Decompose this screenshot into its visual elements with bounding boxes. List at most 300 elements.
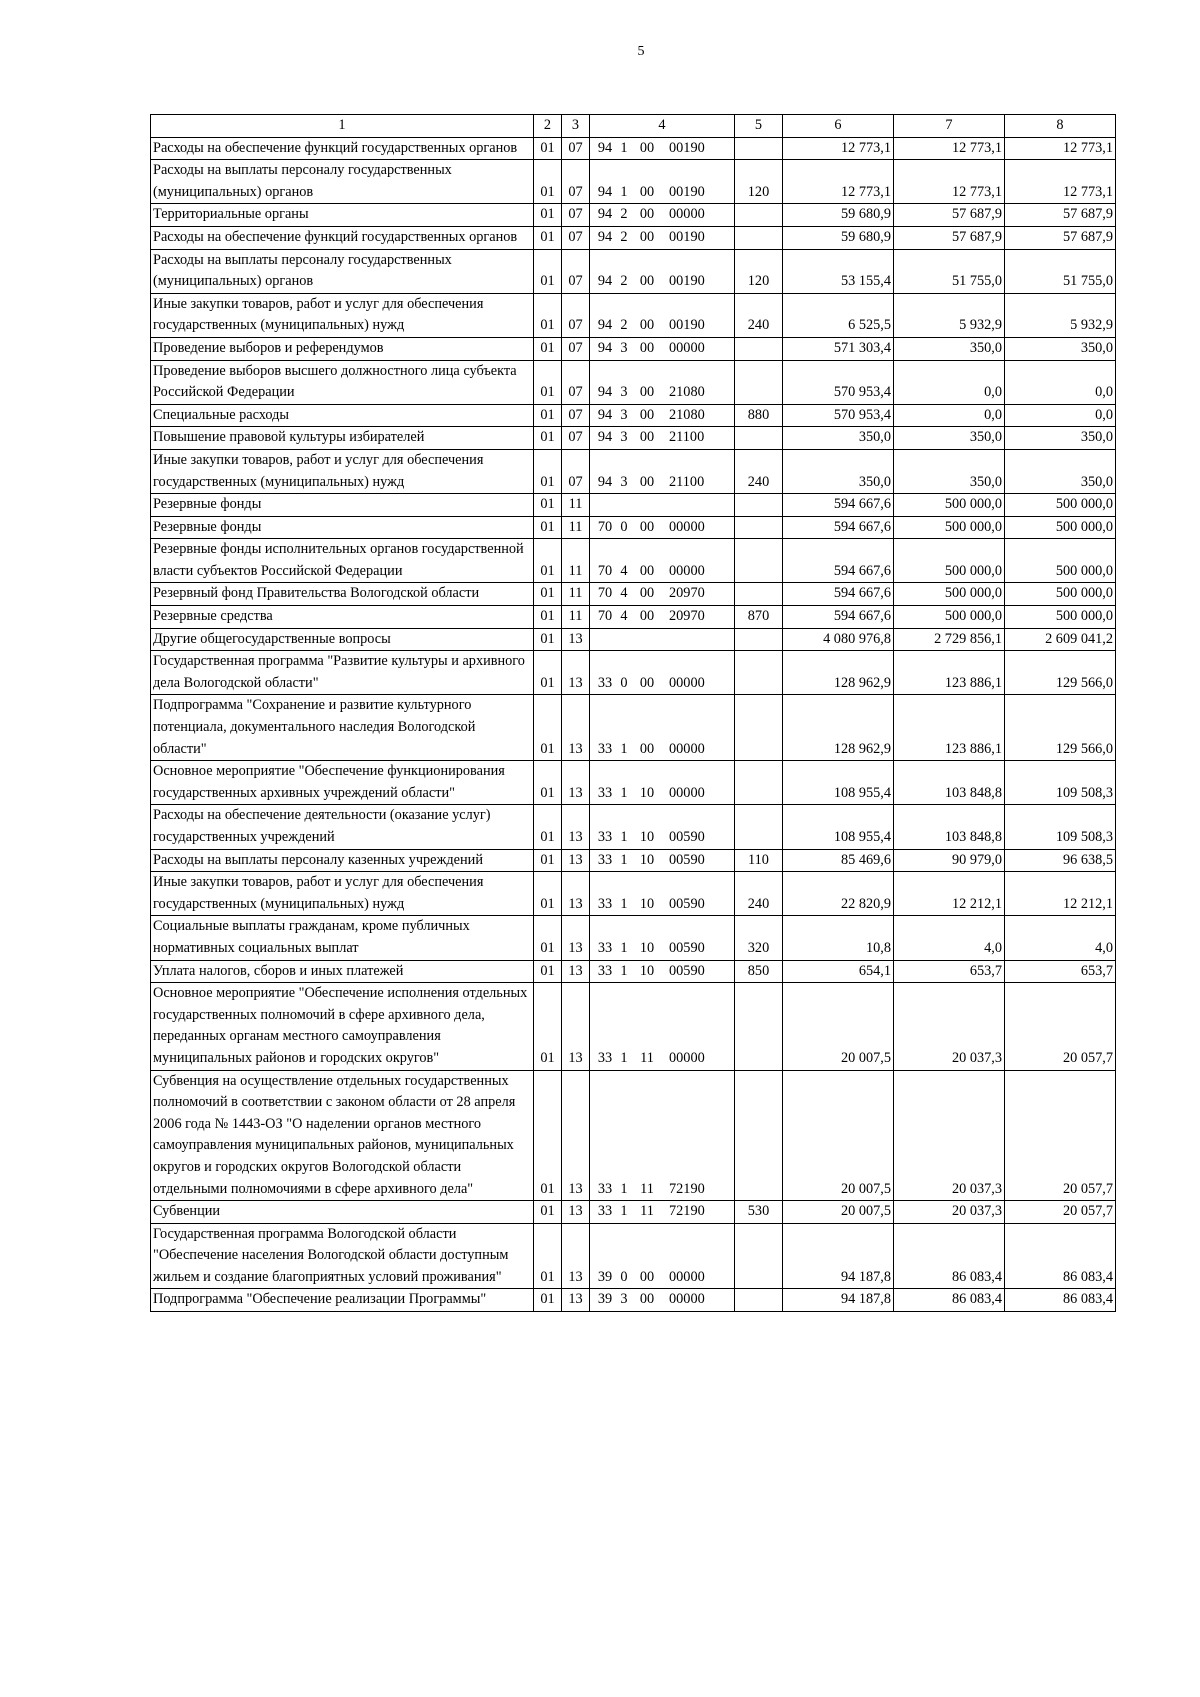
- target-article-cell: [590, 160, 735, 204]
- table-row: [151, 427, 1116, 450]
- target-article-part: 2: [620, 273, 628, 290]
- subsection-code-cell: 07: [562, 404, 590, 427]
- target-article-part: 70: [597, 562, 613, 579]
- section-code-cell: 01: [534, 1289, 562, 1312]
- target-article-part: 94: [597, 406, 613, 423]
- amount-cell-8: 20 057,7: [1005, 1070, 1116, 1201]
- target-article-part: 1: [620, 784, 628, 801]
- target-article-cell: [590, 449, 735, 493]
- section-code-cell: 01: [534, 1223, 562, 1289]
- subsection-code-cell: 07: [562, 226, 590, 249]
- target-article-part: 1: [620, 829, 628, 845]
- expense-type-cell: 870: [735, 606, 783, 629]
- target-article-part: 72190: [669, 1180, 705, 1197]
- target-article-part: 1: [620, 851, 628, 868]
- subsection-code-cell: 13: [562, 761, 590, 805]
- table-row: [151, 583, 1116, 606]
- target-article-part: 3: [620, 339, 628, 356]
- amount-cell-7: 500 000,0: [894, 539, 1005, 583]
- table-row: [151, 160, 1116, 204]
- row-name-cell: Расходы на выплаты персоналу государственных (муниципальных) органов: [151, 160, 534, 204]
- target-article-part: 00190: [669, 139, 705, 156]
- amount-cell-6: 85 469,6: [783, 849, 894, 872]
- target-article-cell: [590, 960, 735, 983]
- expense-type-cell: [735, 1223, 783, 1289]
- row-name-cell: Государственная программа Вологодской области "Обеспечение населения Вологодской области доступным жильем и создание благоприятных условий проживания": [151, 1223, 534, 1289]
- amount-cell-6: 570 953,4: [783, 404, 894, 427]
- subsection-code-cell: 13: [562, 849, 590, 872]
- amount-cell-7: 90 979,0: [894, 849, 1005, 872]
- target-article-part: 94: [597, 228, 613, 245]
- amount-cell-8: 12 212,1: [1005, 872, 1116, 916]
- target-article-part: 00590: [669, 895, 705, 912]
- target-article-cell: [590, 761, 735, 805]
- expense-type-cell: 320: [735, 916, 783, 960]
- amount-cell-6: 20 007,5: [783, 983, 894, 1070]
- target-article-part: 94: [597, 206, 613, 223]
- target-article-part: 33: [597, 740, 613, 757]
- subsection-code-cell: 07: [562, 249, 590, 293]
- subsection-code-cell: 13: [562, 805, 590, 849]
- section-code-cell: 01: [534, 960, 562, 983]
- target-article-part: 00: [639, 206, 655, 223]
- subsection-code-cell: 13: [562, 628, 590, 651]
- target-article-part: 00190: [669, 317, 705, 334]
- amount-cell-6: 594 667,6: [783, 494, 894, 517]
- target-article-part: 10: [639, 851, 655, 868]
- target-article-part: 1: [620, 1049, 628, 1066]
- target-article-cell: [590, 583, 735, 606]
- target-article-cell: [590, 1070, 735, 1201]
- amount-cell-7: 500 000,0: [894, 494, 1005, 517]
- target-article-part: 1: [620, 962, 628, 979]
- subsection-code-cell: 07: [562, 360, 590, 404]
- amount-cell-6: 594 667,6: [783, 516, 894, 539]
- row-name-cell: Субвенция на осуществление отдельных государственных полномочий в соответствии с законом области от 28 апреля 2006 года № 1443-ОЗ "О наделении органов местного самоуправления муниципальных районов, муниципальных округов и городских округов Вологодской области отдельными полномочиями в сфере архивного дела": [151, 1070, 534, 1201]
- amount-cell-8: 4,0: [1005, 916, 1116, 960]
- amount-cell-7: 103 848,8: [894, 805, 1005, 849]
- amount-cell-8: 350,0: [1005, 337, 1116, 360]
- amount-cell-8: 57 687,9: [1005, 226, 1116, 249]
- expense-type-cell: [735, 494, 783, 517]
- table-row: [151, 539, 1116, 583]
- amount-cell-7: 20 037,3: [894, 1070, 1005, 1201]
- row-name-cell: Социальные выплаты гражданам, кроме публичных нормативных социальных выплат: [151, 916, 534, 960]
- amount-cell-8: 350,0: [1005, 427, 1116, 450]
- target-article-part: 0: [620, 674, 628, 691]
- expense-type-cell: [735, 583, 783, 606]
- subsection-code-cell: 11: [562, 516, 590, 539]
- target-article-part: 39: [597, 1291, 613, 1308]
- amount-cell-8: 86 083,4: [1005, 1289, 1116, 1312]
- expense-type-cell: 240: [735, 872, 783, 916]
- row-name-cell: Расходы на выплаты персоналу казенных учреждений: [151, 849, 534, 872]
- target-article-part: 00000: [669, 1268, 705, 1285]
- section-code-cell: 01: [534, 695, 562, 761]
- target-article-cell: [590, 516, 735, 539]
- target-article-part: 10: [639, 829, 655, 845]
- expense-type-cell: [735, 628, 783, 651]
- target-article-part: 39: [597, 1268, 613, 1285]
- target-article-part: 21080: [669, 406, 705, 423]
- section-code-cell: 01: [534, 651, 562, 695]
- row-name-cell: Резервные фонды исполнительных органов государственной власти субъектов Российской Федерации: [151, 539, 534, 583]
- amount-cell-6: 4 080 976,8: [783, 628, 894, 651]
- target-article-cell: [590, 137, 735, 160]
- table-row: [151, 516, 1116, 539]
- row-name-cell: Субвенции: [151, 1201, 534, 1224]
- target-article-part: 00: [639, 273, 655, 290]
- table-row: [151, 204, 1116, 227]
- amount-cell-7: 350,0: [894, 427, 1005, 450]
- table-row: [151, 360, 1116, 404]
- expense-type-cell: [735, 651, 783, 695]
- amount-cell-6: 6 525,5: [783, 293, 894, 337]
- expense-type-cell: [735, 427, 783, 450]
- amount-cell-6: 654,1: [783, 960, 894, 983]
- amount-cell-7: 86 083,4: [894, 1223, 1005, 1289]
- target-article-part: 10: [639, 962, 655, 979]
- target-article-part: 00000: [669, 1291, 705, 1308]
- subsection-code-cell: 13: [562, 1070, 590, 1201]
- target-article-part: 21080: [669, 384, 705, 401]
- amount-cell-7: 12 773,1: [894, 160, 1005, 204]
- amount-cell-6: 94 187,8: [783, 1289, 894, 1312]
- amount-cell-6: 571 303,4: [783, 337, 894, 360]
- target-article-part: 20970: [669, 608, 705, 625]
- amount-cell-6: 20 007,5: [783, 1070, 894, 1201]
- expense-type-cell: 120: [735, 249, 783, 293]
- amount-cell-6: 59 680,9: [783, 204, 894, 227]
- subsection-code-cell: 07: [562, 337, 590, 360]
- target-article-part: 00: [639, 429, 655, 446]
- amount-cell-6: 108 955,4: [783, 805, 894, 849]
- target-article-part: 00: [639, 1268, 655, 1285]
- row-name-cell: Резервный фонд Правительства Вологодской области: [151, 583, 534, 606]
- table-row: [151, 1070, 1116, 1201]
- amount-cell-6: 59 680,9: [783, 226, 894, 249]
- subsection-code-cell: 11: [562, 606, 590, 629]
- target-article-part: 0: [620, 1268, 628, 1285]
- target-article-part: 00190: [669, 273, 705, 290]
- target-article-cell: [590, 249, 735, 293]
- amount-cell-7: 20 037,3: [894, 983, 1005, 1070]
- target-article-part: 00: [639, 674, 655, 691]
- target-article-cell: [590, 1223, 735, 1289]
- expense-type-cell: [735, 695, 783, 761]
- target-article-part: 4: [620, 608, 628, 625]
- header-cell: 1: [151, 115, 534, 138]
- amount-cell-6: 12 773,1: [783, 137, 894, 160]
- subsection-code-cell: 07: [562, 427, 590, 450]
- target-article-part: 1: [620, 1180, 628, 1197]
- target-article-cell: [590, 872, 735, 916]
- target-article-part: 70: [597, 608, 613, 625]
- target-article-part: 94: [597, 273, 613, 290]
- table-row: [151, 849, 1116, 872]
- table-row: [151, 960, 1116, 983]
- target-article-part: 4: [620, 585, 628, 602]
- amount-cell-8: 109 508,3: [1005, 805, 1116, 849]
- target-article-part: 94: [597, 473, 613, 490]
- subsection-code-cell: 07: [562, 160, 590, 204]
- amount-cell-7: 123 886,1: [894, 651, 1005, 695]
- amount-cell-7: 51 755,0: [894, 249, 1005, 293]
- expense-type-cell: [735, 337, 783, 360]
- target-article-cell: [590, 204, 735, 227]
- amount-cell-8: 2 609 041,2: [1005, 628, 1116, 651]
- target-article-part: 00: [639, 585, 655, 602]
- target-article-part: 1: [620, 183, 628, 200]
- subsection-code-cell: 11: [562, 539, 590, 583]
- target-article-part: 00000: [669, 339, 705, 356]
- expense-type-cell: [735, 204, 783, 227]
- target-article-part: 1: [620, 939, 628, 956]
- row-name-cell: Основное мероприятие "Обеспечение исполнения отдельных государственных полномочий в сфере архивного дела, переданных органам местного самоуправления муниципальных районов и городских округов": [151, 983, 534, 1070]
- section-code-cell: 01: [534, 249, 562, 293]
- target-article-part: 00000: [669, 740, 705, 757]
- target-article-part: 00590: [669, 939, 705, 956]
- amount-cell-6: 350,0: [783, 449, 894, 493]
- target-article-cell: [590, 916, 735, 960]
- table-row: [151, 404, 1116, 427]
- section-code-cell: 01: [534, 516, 562, 539]
- amount-cell-7: 0,0: [894, 404, 1005, 427]
- target-article-part: 10: [639, 939, 655, 956]
- row-name-cell: Специальные расходы: [151, 404, 534, 427]
- target-article-part: 94: [597, 317, 613, 334]
- table-row: [151, 805, 1116, 849]
- expense-type-cell: [735, 226, 783, 249]
- target-article-part: 00: [639, 183, 655, 200]
- target-article-part: 10: [639, 895, 655, 912]
- target-article-part: 00590: [669, 829, 705, 845]
- section-code-cell: 01: [534, 805, 562, 849]
- section-code-cell: 01: [534, 983, 562, 1070]
- amount-cell-8: 57 687,9: [1005, 204, 1116, 227]
- subsection-code-cell: 13: [562, 1289, 590, 1312]
- amount-cell-6: 570 953,4: [783, 360, 894, 404]
- table-row: [151, 606, 1116, 629]
- target-article-cell: [590, 1201, 735, 1224]
- row-name-cell: Основное мероприятие "Обеспечение функционирования государственных архивных учреждений области": [151, 761, 534, 805]
- amount-cell-6: 12 773,1: [783, 160, 894, 204]
- table-row: [151, 695, 1116, 761]
- amount-cell-6: 94 187,8: [783, 1223, 894, 1289]
- amount-cell-6: 594 667,6: [783, 583, 894, 606]
- subsection-code-cell: 13: [562, 983, 590, 1070]
- target-article-cell: [590, 651, 735, 695]
- section-code-cell: 01: [534, 916, 562, 960]
- target-article-part: 00000: [669, 562, 705, 579]
- amount-cell-7: 500 000,0: [894, 583, 1005, 606]
- amount-cell-6: 10,8: [783, 916, 894, 960]
- subsection-code-cell: 13: [562, 695, 590, 761]
- expense-type-cell: [735, 983, 783, 1070]
- target-article-part: 00000: [669, 206, 705, 223]
- target-article-part: 00190: [669, 183, 705, 200]
- subsection-code-cell: 13: [562, 1201, 590, 1224]
- row-name-cell: Проведение выборов и референдумов: [151, 337, 534, 360]
- expense-type-cell: 530: [735, 1201, 783, 1224]
- row-name-cell: Расходы на обеспечение функций государственных органов: [151, 226, 534, 249]
- target-article-part: 00: [639, 518, 655, 535]
- row-name-cell: Резервные средства: [151, 606, 534, 629]
- subsection-code-cell: 13: [562, 872, 590, 916]
- amount-cell-7: 350,0: [894, 449, 1005, 493]
- section-code-cell: 01: [534, 449, 562, 493]
- target-article-part: 94: [597, 429, 613, 446]
- amount-cell-8: 350,0: [1005, 449, 1116, 493]
- target-article-part: 70: [597, 518, 613, 535]
- amount-cell-6: 594 667,6: [783, 606, 894, 629]
- amount-cell-7: 500 000,0: [894, 516, 1005, 539]
- expense-type-cell: 240: [735, 293, 783, 337]
- section-code-cell: 01: [534, 137, 562, 160]
- table-row: [151, 1223, 1116, 1289]
- amount-cell-6: 594 667,6: [783, 539, 894, 583]
- amount-cell-6: 128 962,9: [783, 695, 894, 761]
- table-row: [151, 761, 1116, 805]
- target-article-part: 0: [620, 518, 628, 535]
- expense-type-cell: 110: [735, 849, 783, 872]
- amount-cell-7: 12 212,1: [894, 872, 1005, 916]
- target-article-cell: [590, 695, 735, 761]
- table-row: [151, 249, 1116, 293]
- amount-cell-8: 20 057,7: [1005, 1201, 1116, 1224]
- section-code-cell: 01: [534, 337, 562, 360]
- target-article-part: 00000: [669, 674, 705, 691]
- section-code-cell: 01: [534, 204, 562, 227]
- target-article-cell: [590, 494, 735, 517]
- amount-cell-7: 653,7: [894, 960, 1005, 983]
- table-row: [151, 983, 1116, 1070]
- section-code-cell: 01: [534, 293, 562, 337]
- row-name-cell: Иные закупки товаров, работ и услуг для обеспечения государственных (муниципальных) нужд: [151, 449, 534, 493]
- amount-cell-8: 5 932,9: [1005, 293, 1116, 337]
- target-article-cell: [590, 849, 735, 872]
- expense-type-cell: [735, 761, 783, 805]
- section-code-cell: 01: [534, 226, 562, 249]
- subsection-code-cell: 13: [562, 1223, 590, 1289]
- target-article-part: 1: [620, 895, 628, 912]
- subsection-code-cell: 13: [562, 960, 590, 983]
- target-article-part: 2: [620, 228, 628, 245]
- target-article-cell: [590, 360, 735, 404]
- amount-cell-7: 0,0: [894, 360, 1005, 404]
- table-row: [151, 293, 1116, 337]
- target-article-part: 3: [620, 473, 628, 490]
- section-code-cell: 01: [534, 849, 562, 872]
- subsection-code-cell: 11: [562, 494, 590, 517]
- amount-cell-7: 57 687,9: [894, 226, 1005, 249]
- target-article-cell: [590, 1289, 735, 1312]
- expense-type-cell: [735, 539, 783, 583]
- target-article-part: 33: [597, 674, 613, 691]
- section-code-cell: 01: [534, 761, 562, 805]
- target-article-part: 70: [597, 585, 613, 602]
- amount-cell-6: 108 955,4: [783, 761, 894, 805]
- target-article-part: 94: [597, 384, 613, 401]
- target-article-part: 00: [639, 406, 655, 423]
- expense-type-cell: [735, 360, 783, 404]
- row-name-cell: Расходы на обеспечение деятельности (оказание услуг) государственных учреждений: [151, 805, 534, 849]
- target-article-part: 00190: [669, 228, 705, 245]
- target-article-cell: [590, 539, 735, 583]
- expense-type-cell: 880: [735, 404, 783, 427]
- row-name-cell: Резервные фонды: [151, 516, 534, 539]
- section-code-cell: 01: [534, 583, 562, 606]
- amount-cell-8: 129 566,0: [1005, 695, 1116, 761]
- subsection-code-cell: 07: [562, 293, 590, 337]
- target-article-cell: [590, 404, 735, 427]
- header-cell: 3: [562, 115, 590, 138]
- target-article-part: 72190: [669, 1203, 705, 1220]
- page-number: 5: [637, 44, 645, 59]
- amount-cell-7: 350,0: [894, 337, 1005, 360]
- target-article-part: 94: [597, 139, 613, 156]
- target-article-part: 00: [639, 740, 655, 757]
- amount-cell-7: 86 083,4: [894, 1289, 1005, 1312]
- table-row: [151, 872, 1116, 916]
- table-row: [151, 651, 1116, 695]
- amount-cell-8: 86 083,4: [1005, 1223, 1116, 1289]
- amount-cell-7: 4,0: [894, 916, 1005, 960]
- target-article-part: 00: [639, 317, 655, 334]
- table-row: [151, 337, 1116, 360]
- amount-cell-7: 12 773,1: [894, 137, 1005, 160]
- amount-cell-8: 500 000,0: [1005, 539, 1116, 583]
- header-cell: 2: [534, 115, 562, 138]
- target-article-cell: [590, 293, 735, 337]
- amount-cell-7: 20 037,3: [894, 1201, 1005, 1224]
- header-row: [151, 115, 1116, 138]
- amount-cell-6: 22 820,9: [783, 872, 894, 916]
- target-article-part: 00: [639, 562, 655, 579]
- subsection-code-cell: 07: [562, 137, 590, 160]
- section-code-cell: 01: [534, 360, 562, 404]
- amount-cell-8: 20 057,7: [1005, 983, 1116, 1070]
- amount-cell-8: 12 773,1: [1005, 137, 1116, 160]
- amount-cell-8: 500 000,0: [1005, 494, 1116, 517]
- table-row: [151, 1201, 1116, 1224]
- section-code-cell: 01: [534, 628, 562, 651]
- section-code-cell: 01: [534, 160, 562, 204]
- section-code-cell: 01: [534, 872, 562, 916]
- row-name-cell: Подпрограмма "Обеспечение реализации Программы": [151, 1289, 534, 1312]
- expense-type-cell: [735, 137, 783, 160]
- target-article-part: 33: [597, 1180, 613, 1197]
- row-name-cell: Иные закупки товаров, работ и услуг для обеспечения государственных (муниципальных) нужд: [151, 872, 534, 916]
- target-article-part: 33: [597, 962, 613, 979]
- section-code-cell: 01: [534, 404, 562, 427]
- target-article-part: 00: [639, 608, 655, 625]
- target-article-cell: [590, 337, 735, 360]
- target-article-part: 00: [639, 473, 655, 490]
- target-article-part: 33: [597, 1203, 613, 1220]
- target-article-part: 3: [620, 384, 628, 401]
- target-article-part: 33: [597, 829, 613, 845]
- row-name-cell: Территориальные органы: [151, 204, 534, 227]
- target-article-part: 3: [620, 1291, 628, 1308]
- expense-type-cell: [735, 1289, 783, 1312]
- subsection-code-cell: 07: [562, 204, 590, 227]
- row-name-cell: Подпрограмма "Сохранение и развитие культурного потенциала, документального наследия Вологодской области": [151, 695, 534, 761]
- target-article-cell: [590, 983, 735, 1070]
- section-code-cell: 01: [534, 539, 562, 583]
- section-code-cell: 01: [534, 494, 562, 517]
- target-article-part: 00000: [669, 784, 705, 801]
